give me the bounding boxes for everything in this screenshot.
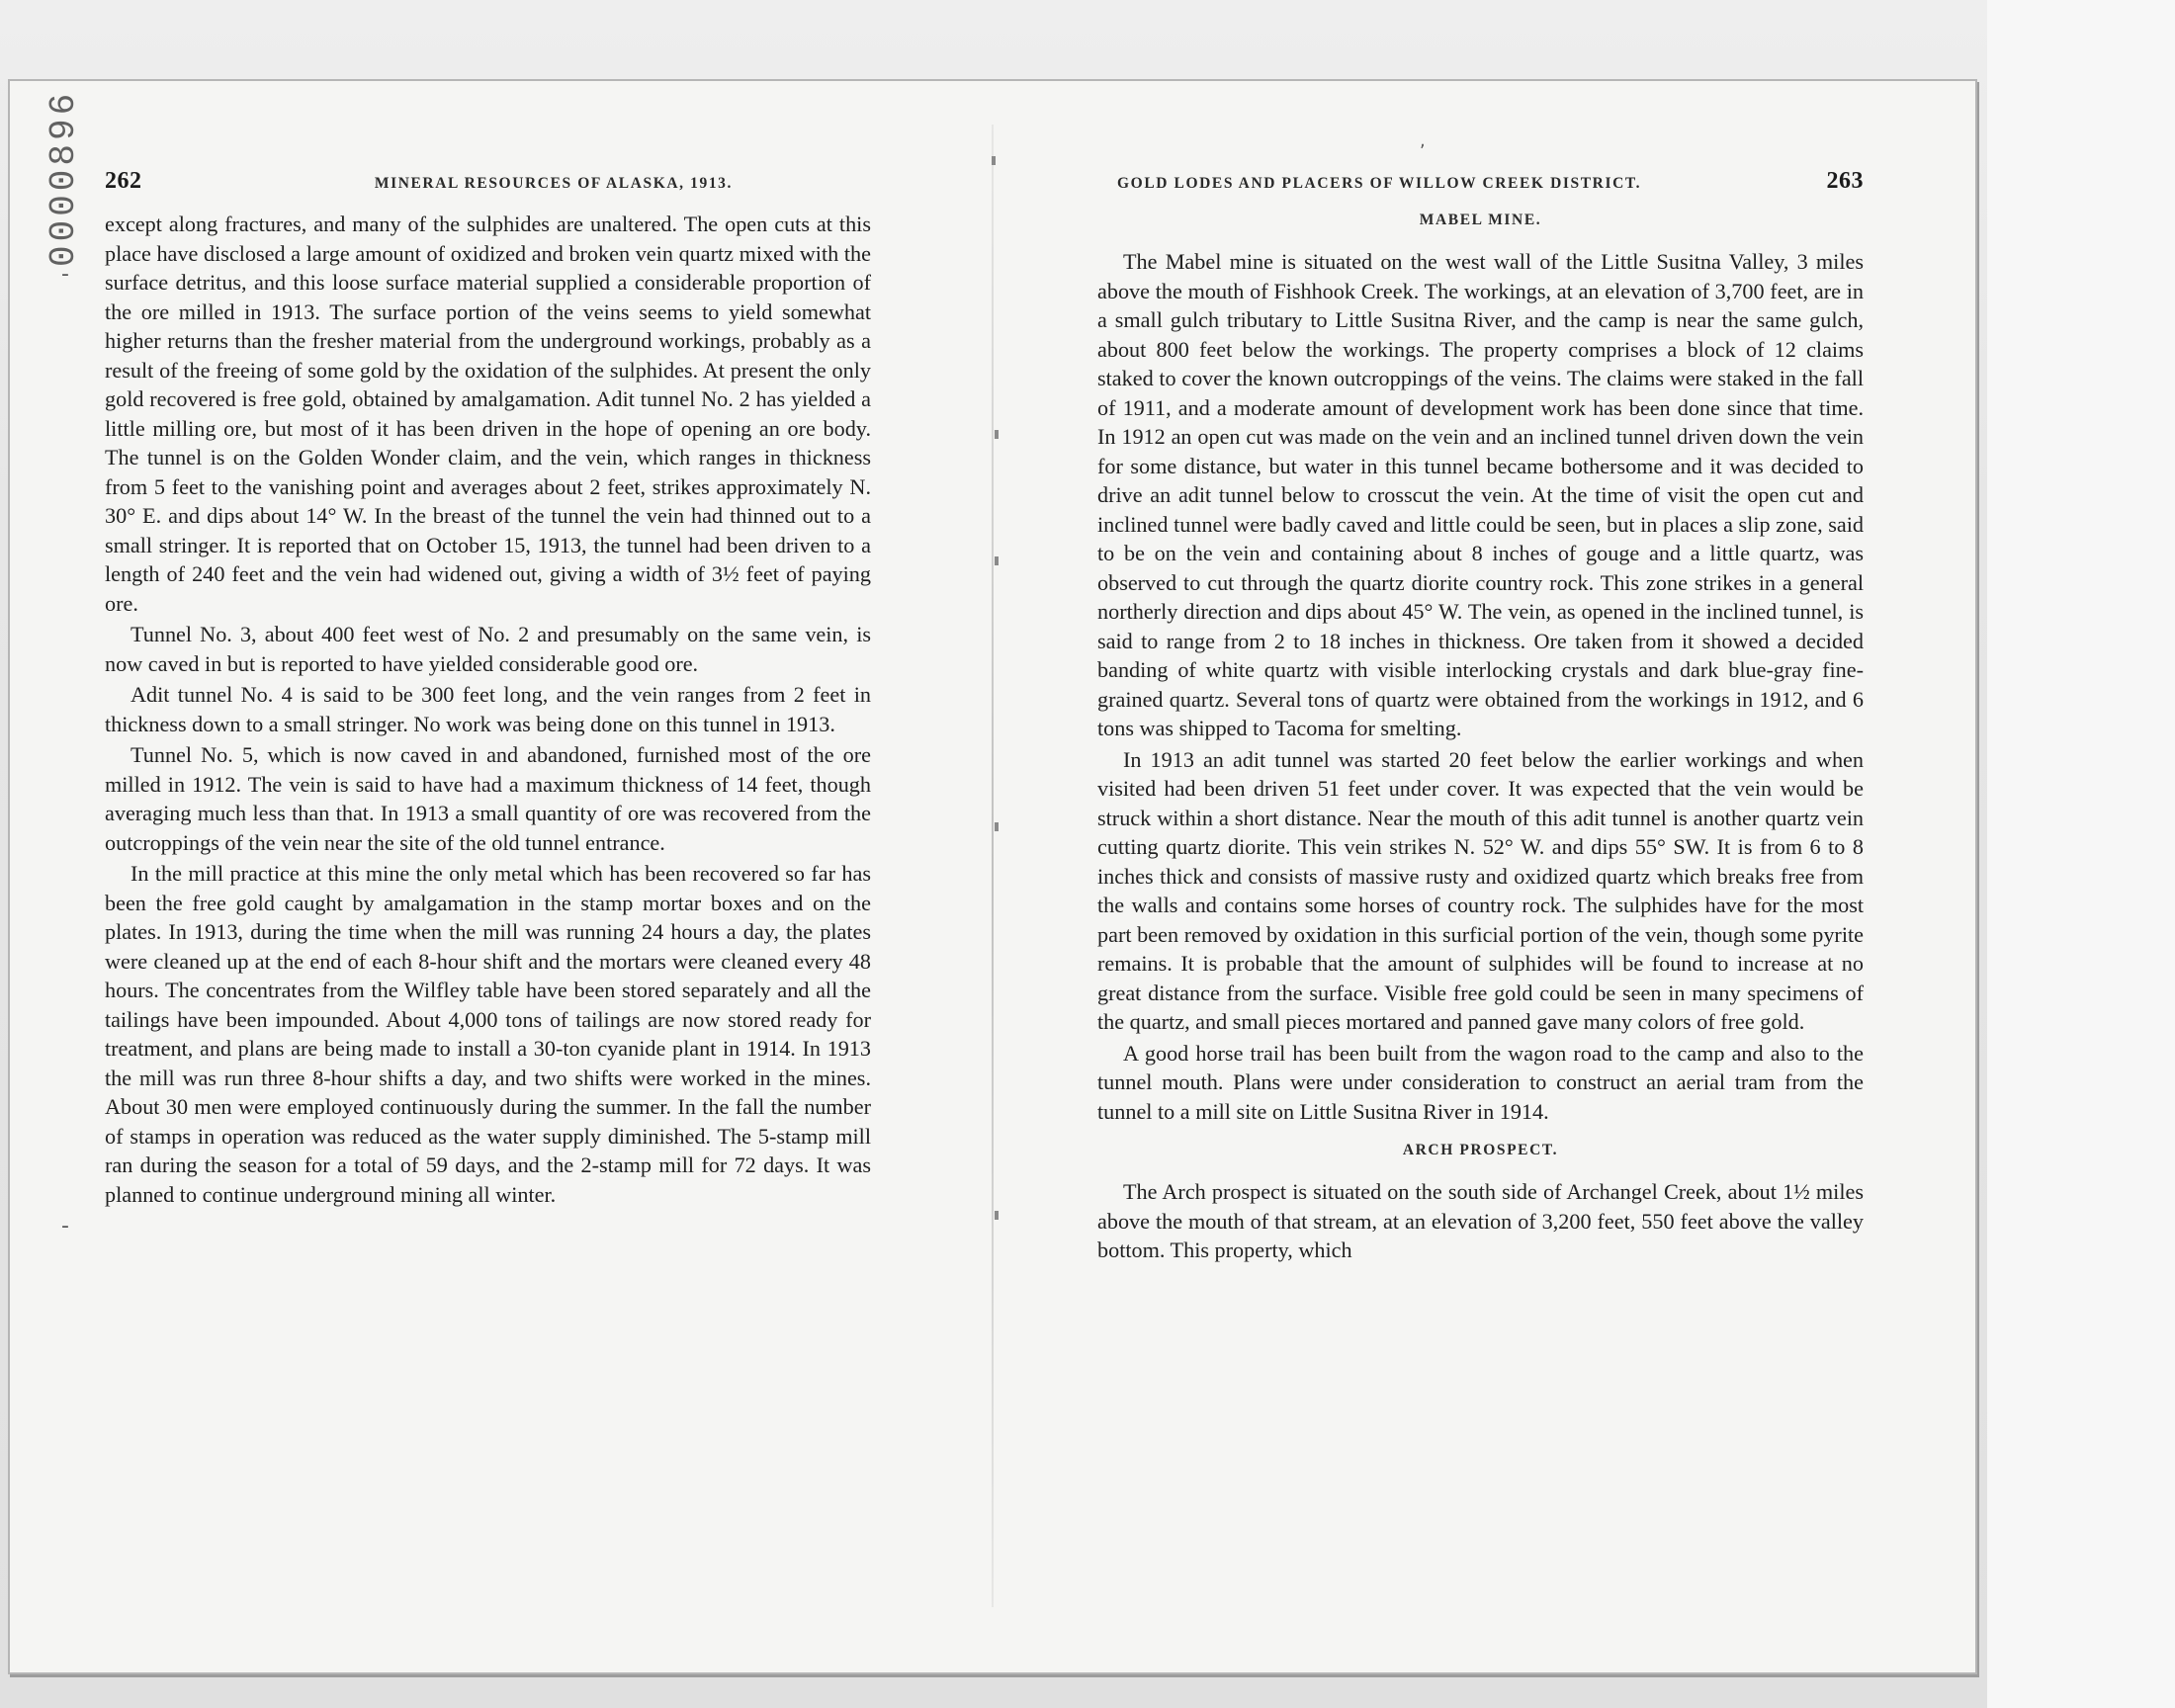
left-page-number: 262	[105, 168, 142, 194]
right-running-title: GOLD LODES AND PLACERS OF WILLOW CREEK DISTRICT.	[1117, 175, 1642, 192]
paragraph: Tunnel No. 3, about 400 feet west of No. 2 and presumably on the same vein, is now caved in but is reported to have yielded considerable good ore.	[105, 622, 871, 676]
book-gutter	[992, 125, 994, 1607]
gutter-mark	[995, 556, 999, 565]
right-page-number: 263	[1826, 168, 1864, 194]
paragraph: Adit tunnel No. 4 is said to be 300 feet long, and the vein ranges from 2 feet in thickness down to a small stringer. No work was being done on this tunnel in 1913.	[105, 682, 871, 736]
section-heading-mabel-mine: MABEL MINE.	[1419, 212, 1542, 228]
gutter-mark	[995, 430, 999, 439]
right-running-head	[1097, 168, 1864, 208]
gutter-mark	[995, 1211, 999, 1220]
section-heading-arch-prospect: ARCH PROSPECT.	[1402, 1142, 1559, 1158]
left-running-title: MINERAL RESOURCES OF ALASKA, 1913.	[374, 175, 733, 192]
margin-stamp: 0000896	[44, 89, 84, 267]
paragraph: The Arch prospect is situated on the south side of Archangel Creek, about 1½ miles above the mouth of that stream, at an elevation of 3,200 feet, 550 feet above the valley bottom. This property, which	[1097, 1179, 1864, 1262]
paragraph: In the mill practice at this mine the only metal which has been recovered so far has been the free gold caught by amalgamation in the stamp mortar boxes and on the plates. In 1913, during the time when the mill was running 24 hours a day, the plates were cleaned up at the end of each 8-hour shift and the mortars were cleaned every 48 hours. The concentrates from the Wilfley table have been stored separately and all the tailings have been impounded. About 4,000 tons of tailings are now stored ready for treatment, and plans are being made to install a 30-ton cyanide plant in 1914. In 1913 the mill was run three 8-hour shifts a day, and two shifts were worked in the mines. About 30 men were employed continuously during the summer. In the fall the number of stamps in operation was reduced as the water supply diminished. The 5-stamp mill ran during the season for a total of 59 days, and the 2-stamp mill for 72 days. It was planned to continue underground mining all winter.	[105, 861, 871, 1207]
paragraph: Tunnel No. 5, which is now caved in and abandoned, furnished most of the ore milled in 1912. The vein is said to have had a maximum thickness of 14 feet, though averaging much less than that. In 1913 a small quantity of ore was recovered from the outcroppings of the vein near the site of the old tunnel entrance.	[105, 742, 871, 855]
gutter-mark	[992, 156, 996, 165]
scan-margin	[1987, 0, 2175, 1708]
stray-mark: ,	[1420, 130, 1426, 151]
margin-dash: -	[61, 262, 69, 287]
paragraph: except along fractures, and many of the sulphides are unaltered. The open cuts at this place have disclosed a large amount of oxidized and broken vein quartz mixed with the surface detritus, and this loose surface material supplied a considerable proportion of the ore milled in 1913. The surface portion of the veins seems to yield somewhat higher returns than the fresher material from the underground workings, probably as a result of the freeing of some gold by the oxidation of the sulphides. At present the only gold recovered is free gold, obtained by amalgamation. Adit tunnel No. 2 has yielded a little milling ore, but most of it has been driven in the hope of opening an ore body. The tunnel is on the Golden Wonder claim, and the vein, which ranges in thickness from 5 feet to the vanishing point and averages about 2 feet, strikes approximately N. 30° E. and dips about 14° W. In the breast of the tunnel the vein had thinned out to a small stringer. It is reported that on October 15, 1913, the tunnel had been driven to a length of 240 feet and the vein had widened out, giving a width of 3½ feet of paying ore.	[105, 212, 871, 616]
left-page	[105, 168, 871, 1209]
right-page	[1097, 168, 1864, 1265]
left-running-head	[105, 168, 871, 208]
paragraph: A good horse trail has been built from the wagon road to the camp and also to the tunnel mouth. Plans were under consideration to construct an aerial tram from the tunnel to a mill site on Little Susitna River in 1914.	[1097, 1040, 1864, 1124]
margin-dash: -	[61, 1214, 69, 1238]
paragraph: In 1913 an adit tunnel was started 20 feet below the earlier workings and when visited had been driven 51 feet under cover. It was expected that the vein would be struck within a short distance. Near the mouth of this adit tunnel is another quartz vein cutting quartz diorite. This vein strikes N. 52° W. and dips 55° SW. It is from 6 to 8 inches thick and consists of massive rusty and oxidized quartz which breaks free from the walls and contains some horses of country rock. The sulphides have for the most part been removed by oxidation in this surficial portion of the vein, though some pyrite remains. It is probable that the amount of sulphides will be found to increase at no great distance from the surface. Visible free gold could be seen in many specimens of the quartz, and small pieces mortared and panned gave many colors of free gold.	[1097, 746, 1864, 1034]
paragraph: The Mabel mine is situated on the west wall of the Little Susitna Valley, 3 miles above the mouth of Fishhook Creek. The workings, at an elevation of 3,700 feet, are in a small gulch tributary to Little Susitna River, and the camp is near the same gulch, about 800 feet below the workings. The property comprises a block of 12 claims staked to cover the known outcroppings of the veins. The claims were staked in the fall of 1911, and a moderate amount of development work has been done since that time. In 1912 an open cut was made on the vein and an inclined tunnel driven down the vein for some distance, but water in this tunnel became bothersome and it was decided to drive an adit tunnel below to crosscut the vein. At the time of visit the open cut and inclined tunnel were badly caved and little could be seen, but in places a slip zone, said to be on the vein and containing about 8 inches of gouge and a little quartz, was observed to cut through the quartz diorite country rock. This zone strikes in a general northerly direction and dips about 45° W. The vein, as opened in the inclined tunnel, is said to range from 2 to 18 inches in thickness. Ore taken from it showed a decided banding of white quartz with visible interlocking crystals and dark blue-gray fine-grained quartz. Several tons of quartz were obtained from the workings in 1912, and 6 tons was shipped to Tacoma for smelting.	[1097, 249, 1864, 740]
gutter-mark	[995, 822, 999, 831]
